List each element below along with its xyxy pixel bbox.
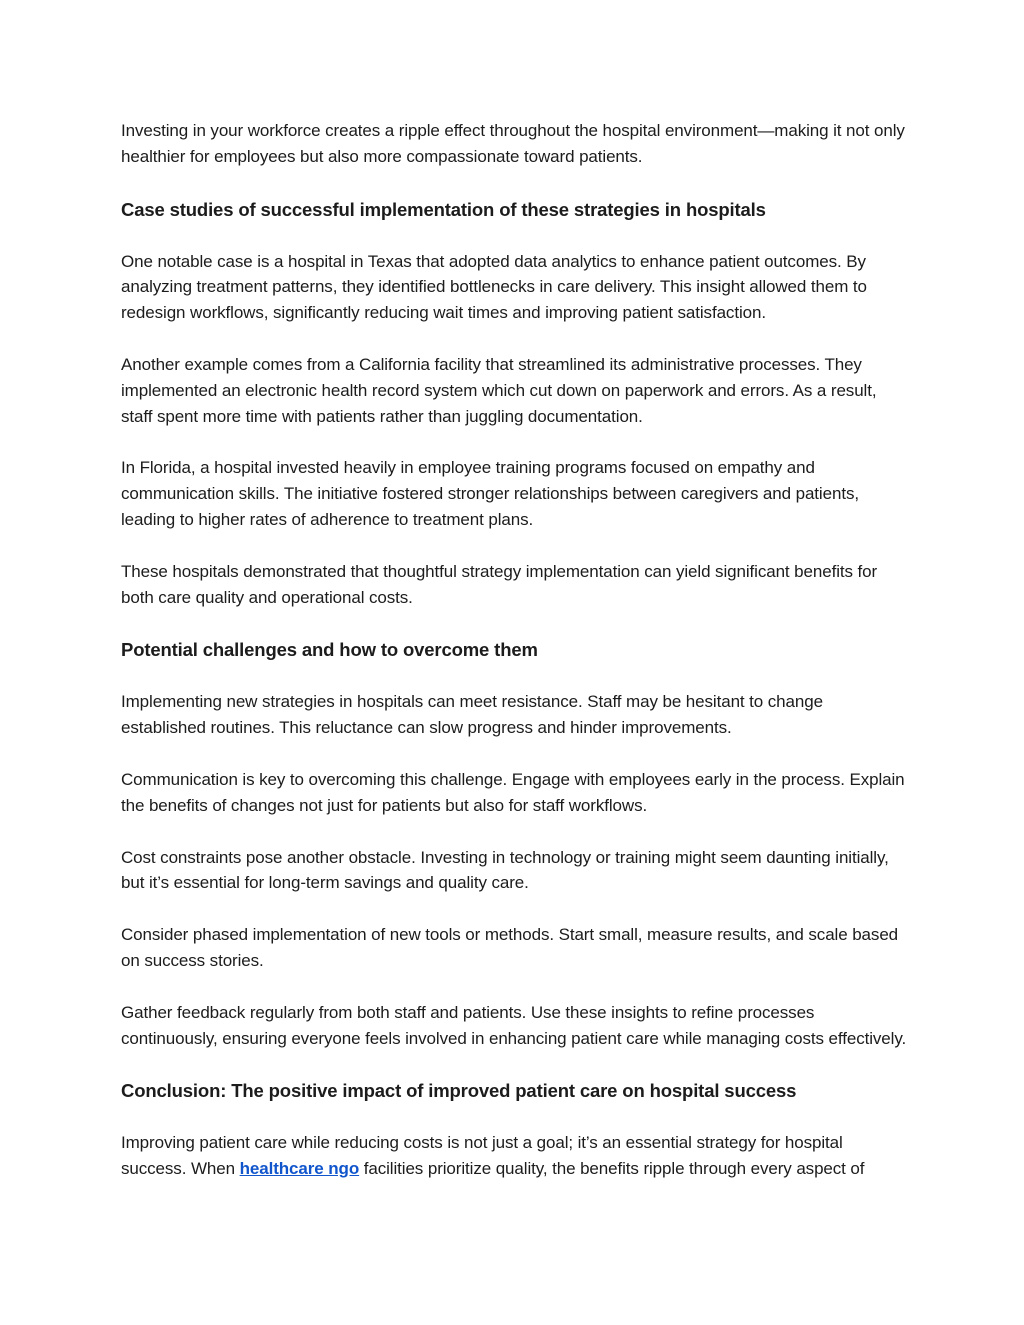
challenge-feedback-paragraph: Gather feedback regularly from both staff and patients. Use these insights to refine processes continuously, ensuring everyone feels involved in enhancing patient care while managing costs effectively. bbox=[121, 1002, 907, 1048]
case-california-paragraph: Another example comes from a California facility that streamlined its administrative processes. They implemented an electronic health record system which cut down on paperwork and errors. As a result, staff spent more time with patients rather than juggling documentation. bbox=[121, 354, 877, 426]
case-summary-paragraph: These hospitals demonstrated that thoughtful strategy implementation can yield significant benefits for both care quality and operational costs. bbox=[121, 561, 878, 607]
challenges-heading: Potential challenges and how to overcome them bbox=[121, 639, 538, 661]
document-page bbox=[121, 118, 911, 1182]
case-texas-paragraph: One notable case is a hospital in Texas that adopted data analytics to enhance patient outcomes. By analyzing treatment patterns, they identified bottlenecks in care delivery. This insight allowed them to redesign workflows, significantly reducing wait times and improving patient satisfaction. bbox=[121, 251, 867, 323]
conclusion-text-before-link: Improving patient care while reducing costs is not just a goal; it’s an essential strategy for hospital success. When bbox=[121, 1133, 843, 1179]
conclusion-heading: Conclusion: The positive impact of improved patient care on hospital success bbox=[121, 1080, 797, 1102]
challenge-resistance-paragraph: Implementing new strategies in hospitals can meet resistance. Staff may be hesitant to change established routines. This reluctance can slow progress and hinder improvements. bbox=[121, 692, 823, 738]
conclusion-text-after-link: facilities prioritize quality, the benefits ripple through every aspect of bbox=[359, 1159, 865, 1179]
challenge-phased-paragraph: Consider phased implementation of new tools or methods. Start small, measure results, and scale based on success stories. bbox=[121, 925, 899, 970]
healthcare-ngo-link[interactable]: healthcare ngo bbox=[239, 1159, 360, 1179]
case-studies-heading: Case studies of successful implementation of these strategies in hospitals bbox=[121, 198, 766, 220]
conclusion-paragraph bbox=[121, 1130, 911, 1182]
intro-paragraph: Investing in your workforce creates a ripple effect throughout the hospital environment—making it not only healthier for employees but also more compassionate toward patients. bbox=[121, 121, 905, 166]
challenge-communication-paragraph: Communication is key to overcoming this challenge. Engage with employees early in the process. Explain the benefits of changes not just for patients but also for staff workflows. bbox=[121, 769, 905, 815]
challenge-cost-paragraph: Cost constraints pose another obstacle. Investing in technology or training might seem daunting initially, but it’s essential for long-term savings and quality care. bbox=[121, 847, 889, 893]
case-florida-paragraph: In Florida, a hospital invested heavily in employee training programs focused on empathy and communication skills. The initiative fostered stronger relationships between caregivers and patients, leading to higher rates of adherence to treatment plans. bbox=[121, 458, 859, 529]
